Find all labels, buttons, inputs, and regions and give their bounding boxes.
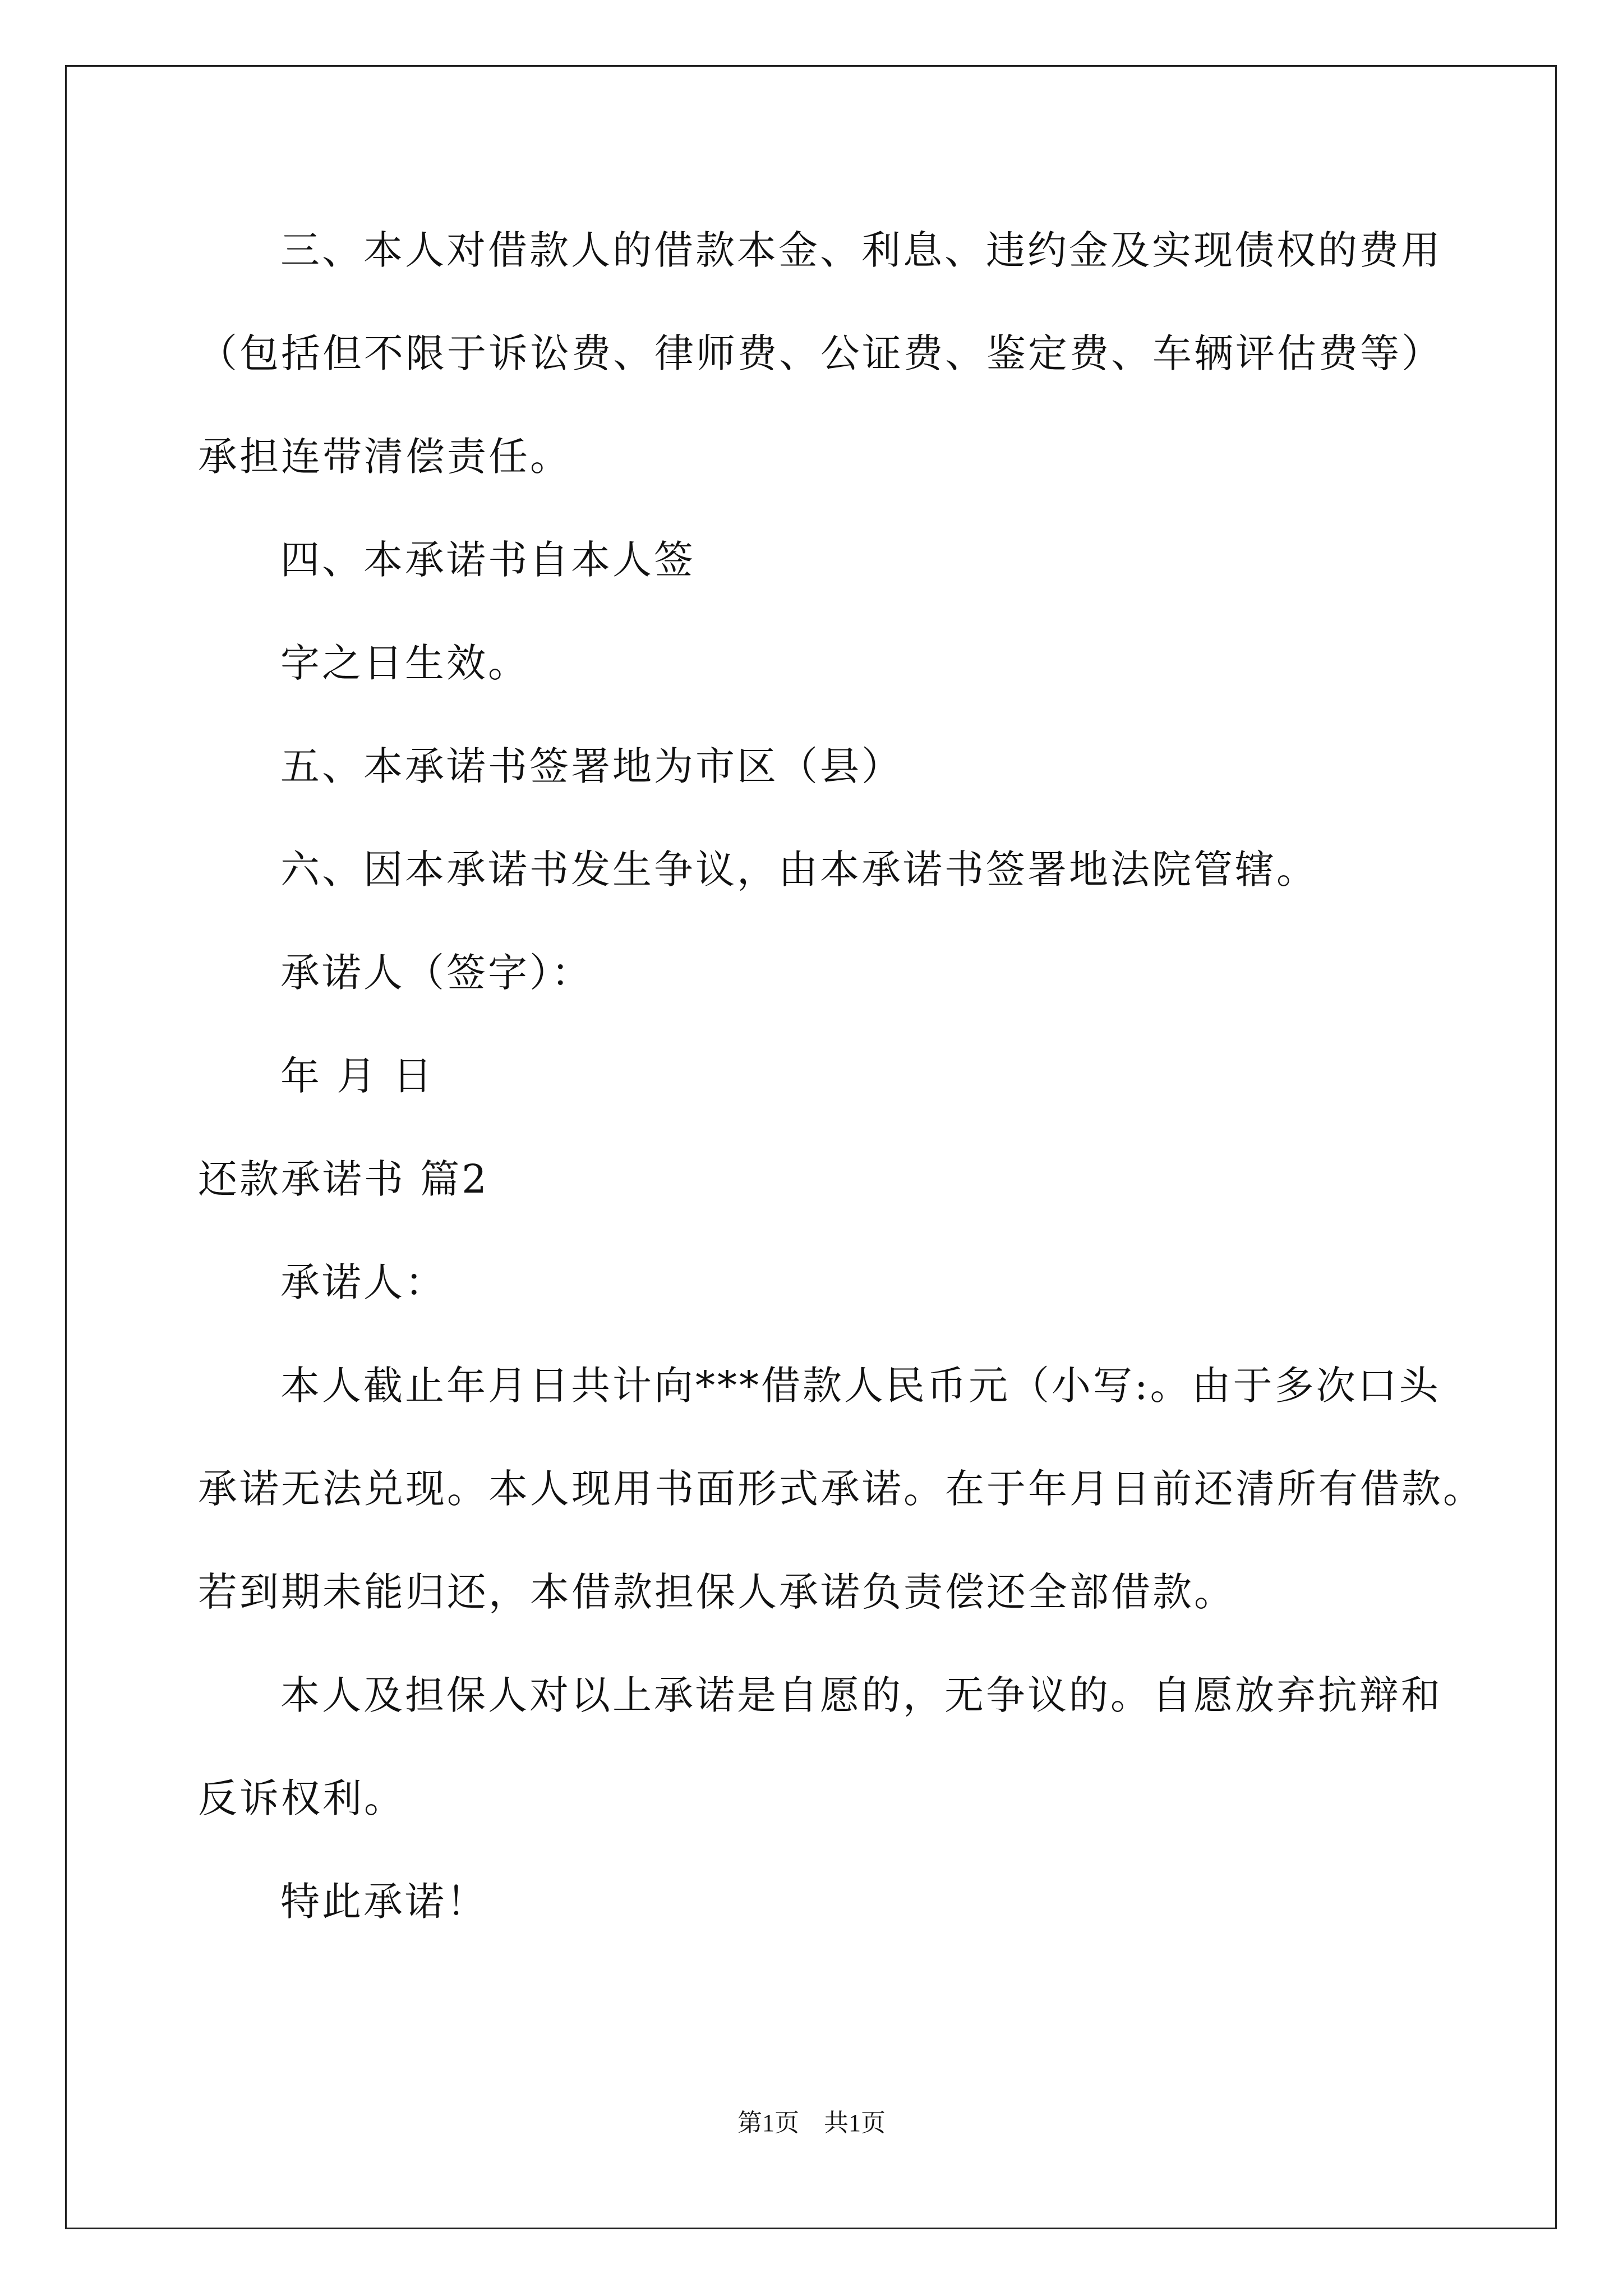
clause-3-line-3: 承担连带清偿责任。 bbox=[198, 434, 571, 480]
page-number-footer: 第1页 共1页 bbox=[737, 2109, 886, 2137]
clause-3-line-2: （包括但不限于诉讼费、律师费、公证费、鉴定费、车辆评估费等） bbox=[198, 330, 1443, 376]
closing-statement: 特此承诺！ bbox=[280, 1879, 488, 1925]
body-paragraph-1-line-2: 承诺无法兑现。本人现用书面形式承诺。在于年月日前还清所有借款。 bbox=[198, 1466, 1484, 1512]
clause-5: 五、本承诺书签署地为市区（县） bbox=[280, 743, 903, 789]
body-paragraph-2-line-2: 反诉权利。 bbox=[198, 1775, 405, 1821]
date-line: 年 月 日 bbox=[280, 1053, 435, 1099]
promisor-label: 承诺人： bbox=[280, 1259, 446, 1305]
clause-4-line-2: 字之日生效。 bbox=[280, 640, 529, 686]
clause-4-line-1: 四、本承诺书自本人签 bbox=[280, 537, 695, 583]
clause-6: 六、因本承诺书发生争议，由本承诺书签署地法院管辖。 bbox=[280, 846, 1318, 892]
clause-3-line-1: 三、本人对借款人的借款本金、利息、违约金及实现债权的费用 bbox=[280, 227, 1442, 273]
body-paragraph-1-line-1: 本人截止年月日共计向***借款人民币元（小写:。由于多次口头 bbox=[280, 1363, 1441, 1409]
section-title: 还款承诺书 篇2 bbox=[198, 1156, 489, 1202]
signature-line: 承诺人（签字）： bbox=[280, 950, 593, 996]
body-paragraph-1-line-3: 若到期未能归还，本借款担保人承诺负责偿还全部借款。 bbox=[198, 1569, 1235, 1615]
body-paragraph-2-line-1: 本人及担保人对以上承诺是自愿的，无争议的。自愿放弃抗辩和 bbox=[280, 1672, 1442, 1718]
